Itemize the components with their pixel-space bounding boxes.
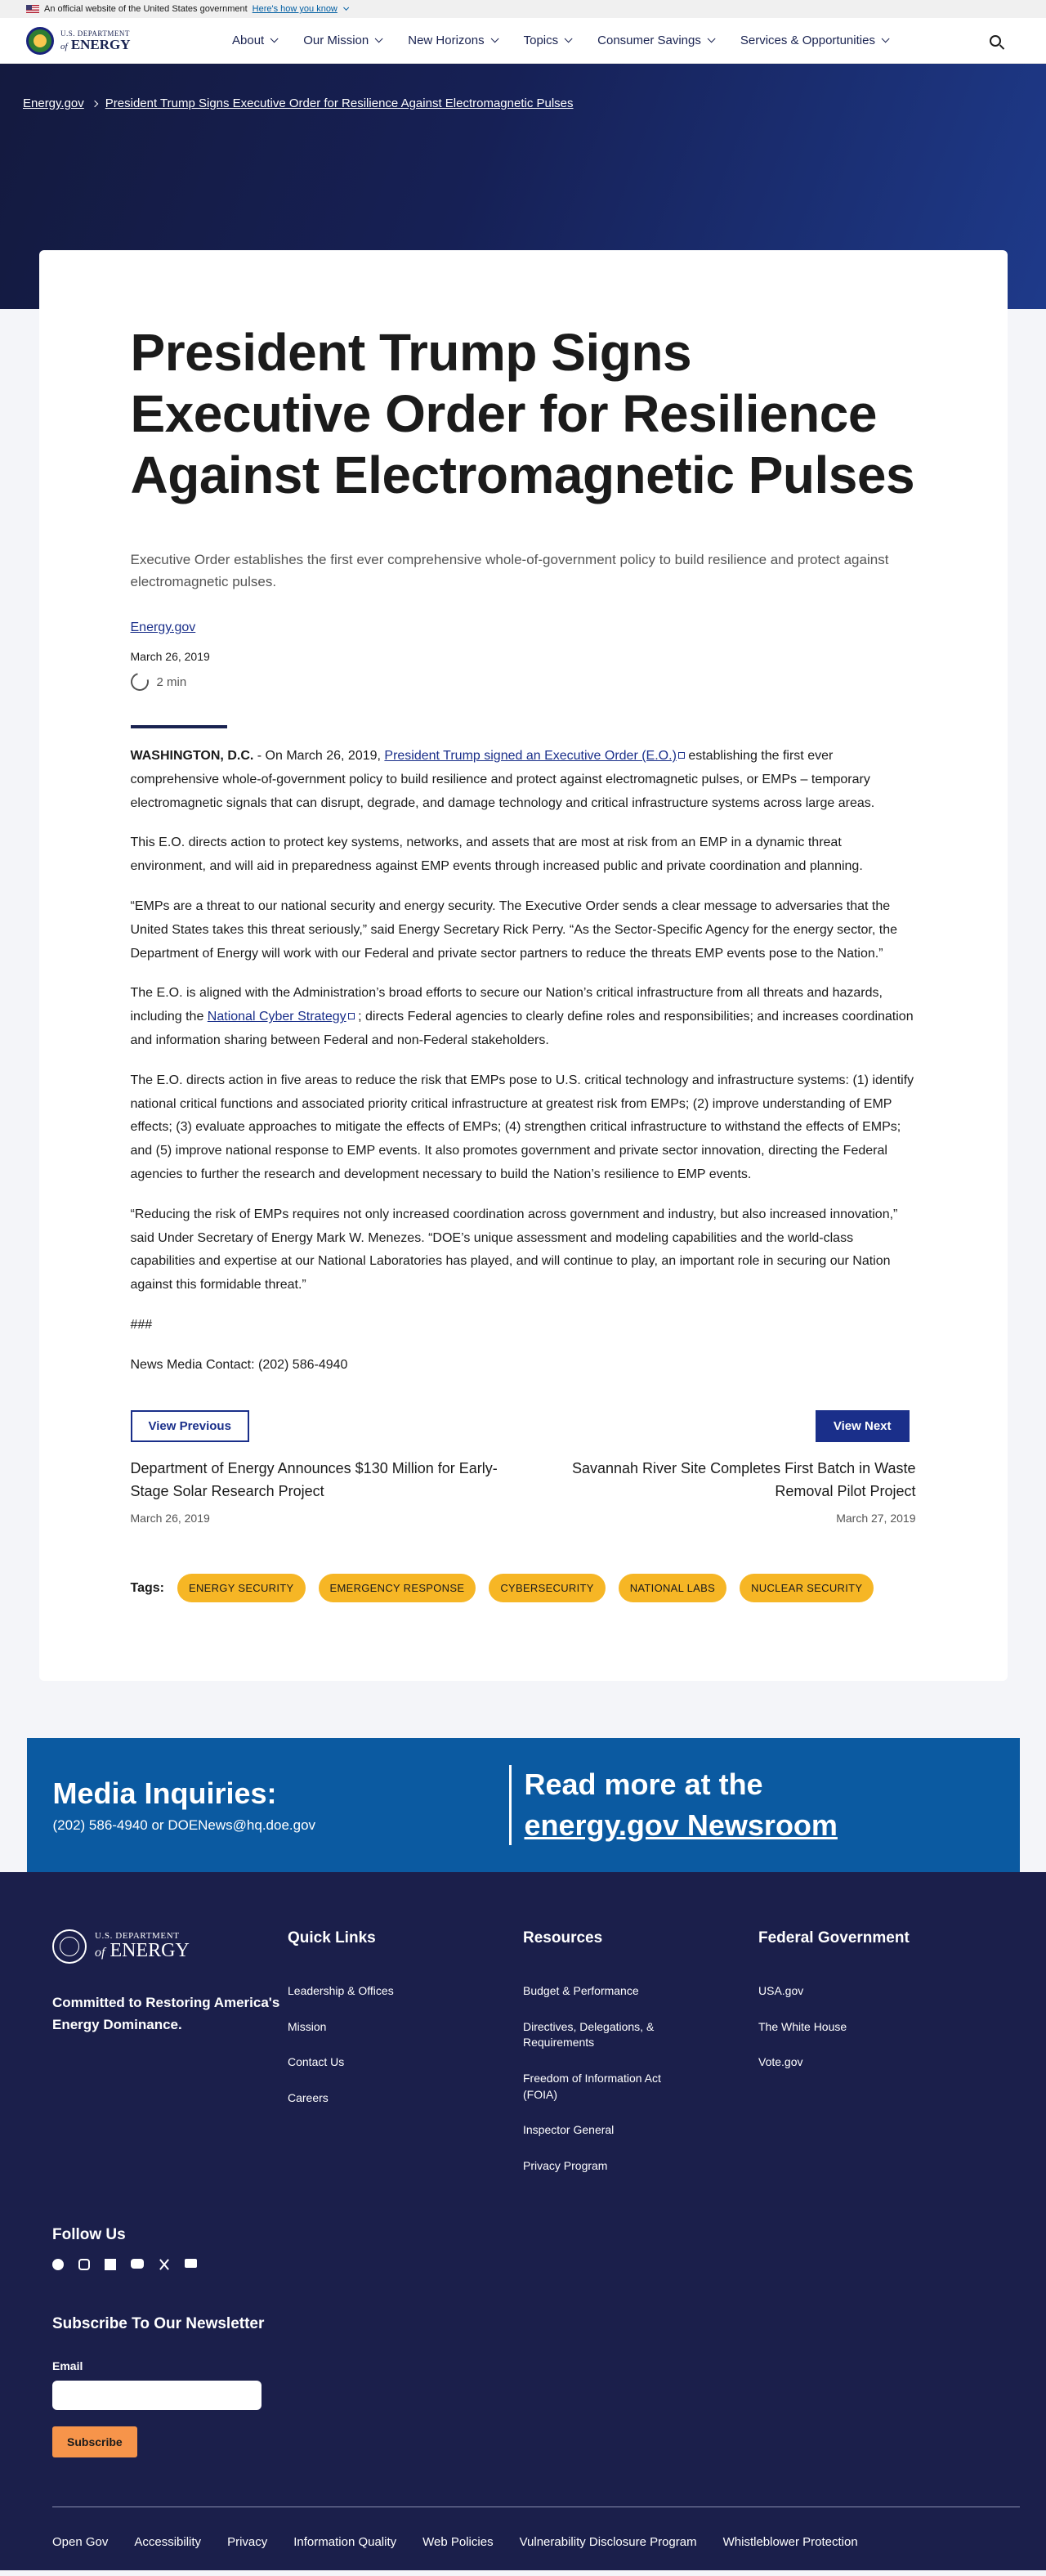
email-field[interactable] [52, 2381, 262, 2410]
nav-label: New Horizons [408, 34, 485, 47]
nav-consumer-savings[interactable] [597, 34, 713, 47]
footer-logo-dept: U.S. DEPARTMENT [95, 1930, 180, 1941]
breadcrumb-home[interactable]: Energy.gov [23, 96, 84, 110]
previous-article [131, 1410, 507, 1525]
read-time-text: 2 min [156, 674, 187, 689]
chevron-down-icon [490, 34, 498, 43]
footer-link-accessibility[interactable]: Accessibility [134, 2534, 202, 2549]
footer-link-inspector-general[interactable]: Inspector General [523, 2123, 615, 2137]
chevron-down-icon [270, 34, 279, 43]
footer-link-directives[interactable]: Directives, Delegations, & Requirements [523, 2019, 655, 2050]
gov-banner-text: An official website of the United States government [44, 4, 248, 14]
chevron-down-icon[interactable] [343, 4, 349, 10]
article-card [39, 250, 1008, 1681]
doe-seal-icon [26, 27, 54, 55]
footer-link-budget[interactable]: Budget & Performance [523, 1984, 639, 1998]
footer-link-usa-gov[interactable]: USA.gov [758, 1984, 804, 1998]
nav-label: Topics [523, 34, 559, 47]
footer-link-foia[interactable]: Freedom of Information Act (FOIA) [523, 2071, 661, 2101]
media-inquiries-band [27, 1738, 1020, 1872]
logo-of-text: of [60, 41, 68, 52]
gov-banner [0, 0, 1046, 18]
read-more-text: Read more at the [524, 1767, 763, 1801]
paragraph-5: The E.O. directs action in five areas to reduce the risk that EMPs pose to U.S. critical technology and infrastructure systems: (1) identify national critical functions and associated priority critical infrastructure at greatest risk from EMPs; (2) improve understanding of EMP effects; (3) evaluate approaches to mitigate the effects of EMPs; (4) strengthen critical infrastructure to withstand the effects of EMPs; and (5) improve national response to EMP events. It also promotes government and private sector innovation, directing the Federal agencies to further the research and development necessary to build the Nation’s resilience to EMP events. [130, 1073, 914, 1181]
federal-government-title: Federal Government [758, 1929, 910, 1947]
nav-label: About [232, 34, 265, 47]
text: - On March 26, 2019, [253, 749, 385, 763]
read-time [131, 673, 916, 691]
nav-label: Consumer Savings [597, 34, 701, 47]
media-contact: News Media Contact: (202) 586-4940 [130, 1357, 348, 1372]
youtube-icon[interactable] [131, 2259, 144, 2269]
breadcrumb-current[interactable]: President Trump Signs Executive Order for Resilience Against Electromagnetic Pulses [105, 96, 574, 110]
site-header [0, 18, 1046, 64]
paragraph-1 [131, 745, 915, 815]
facebook-icon[interactable] [52, 2259, 64, 2270]
newsroom-link[interactable]: energy.gov Newsroom [524, 1808, 838, 1843]
nav-our-mission[interactable] [303, 34, 380, 47]
divider [131, 725, 227, 728]
next-article-title[interactable]: Savannah River Site Completes First Batch in Waste Removal Pilot Project [571, 1459, 916, 1500]
quick-links-title: Quick Links [288, 1929, 376, 1947]
us-flag-icon [26, 5, 39, 13]
text: ; directs Federal agencies to clearly define roles and responsibilities; and increases coordination and information sharing between Federal and non-Federal stakeholders. [130, 1010, 914, 1047]
page-title: President Trump Signs Executive Order for Resilience Against Electromagnetic Pulses [130, 323, 915, 504]
logo-dept-text: U.S. DEPARTMENT [60, 29, 130, 38]
tag-cybersecurity[interactable]: CYBERSECURITY [489, 1574, 605, 1602]
dateline: WASHINGTON, D.C. [130, 749, 254, 763]
footer-logo[interactable] [52, 1929, 288, 1964]
chevron-right-icon [92, 100, 98, 106]
next-article [540, 1410, 916, 1525]
media-contact-info: (202) 586-4940 or DOENews@hq.doe.gov [52, 1817, 316, 1834]
chevron-down-icon [882, 34, 890, 43]
linkedin-icon[interactable] [105, 2259, 116, 2270]
heres-how-you-know-link[interactable]: Here's how you know [252, 4, 337, 14]
logo-energy-text: ENERGY [70, 36, 131, 52]
chevron-down-icon [375, 34, 383, 43]
site-footer [0, 1872, 1046, 2570]
footer-bottom-links [52, 2507, 1020, 2570]
link-text: National Cyber Strategy [207, 1010, 346, 1024]
footer-link-vote-gov[interactable]: Vote.gov [758, 2055, 803, 2069]
breadcrumb [23, 96, 1023, 110]
view-previous-button[interactable]: View Previous [131, 1410, 249, 1442]
footer-logo-of: of [95, 1946, 105, 1960]
nav-new-horizons[interactable] [408, 34, 495, 47]
paragraph-2: This E.O. directs action to protect key systems, networks, and assets that are most at risk from an EMP in a dynamic threat environment, and will aid in preparedness against EMP events through increased public and private coordination and planning. [130, 836, 863, 874]
article-date: March 26, 2019 [130, 650, 210, 663]
paragraph-6: “Reducing the risk of EMPs requires not only increased coordination across government and industry, but also increased innovation,” said Under Secretary of Energy Mark W. Menezes. “DOE’s unique assessment and modeling capabilities and the world-class capabilities and expertise at our National Laboratories has played, and will continue to play, an important role in securing our Nation against this formidable threat.” [130, 1207, 898, 1292]
footer-link-leadership[interactable]: Leadership & Offices [288, 1984, 394, 1998]
doe-logo[interactable] [26, 27, 173, 55]
footer-link-web-policies[interactable]: Web Policies [422, 2534, 494, 2549]
tag-emergency-response[interactable]: EMERGENCY RESPONSE [319, 1574, 476, 1602]
instagram-icon[interactable] [78, 2259, 90, 2270]
footer-link-privacy[interactable]: Privacy [227, 2534, 268, 2549]
footer-link-privacy-program[interactable]: Privacy Program [523, 2158, 608, 2172]
previous-article-date: March 26, 2019 [130, 1512, 210, 1525]
text: establishing the first ever comprehensive whole-of-government policy to build resilience and protect against electromagnetic pulses, or EMPs – temporary electromagnetic signals that can disrupt, degrade, and damage technology and critical infrastructure systems across large areas. [130, 749, 875, 810]
external-link-icon [678, 752, 685, 759]
footer-link-contact[interactable]: Contact Us [288, 2055, 345, 2069]
tag-energy-security[interactable]: ENERGY SECURITY [177, 1574, 306, 1602]
nav-topics[interactable] [524, 34, 570, 47]
nav-about[interactable] [232, 34, 275, 47]
footer-link-whistleblower[interactable]: Whistleblower Protection [722, 2534, 858, 2549]
nav-label: Our Mission [303, 34, 369, 47]
search-icon [990, 35, 1001, 47]
view-next-button[interactable]: View Next [816, 1410, 910, 1442]
follow-us-title: Follow Us [52, 2226, 126, 2244]
previous-article-title[interactable]: Department of Energy Announces $130 Million for Early-Stage Solar Research Project [130, 1459, 498, 1500]
resources [523, 1929, 758, 2193]
flickr-icon[interactable] [185, 2259, 197, 2268]
article-body [131, 745, 916, 1378]
paragraph-3: “EMPs are a threat to our national security and energy security. The Executive Order sends a clear message to adversaries that the United States takes this threat seriously,” said Energy Secretary Rick Perry. “As the Sector-Specific Agency for the energy sector, the Department of Energy will work with our Federal and private sector partners to reduce the threats EMP events pose to the Nation.” [130, 898, 897, 961]
national-cyber-strategy-link[interactable] [208, 1010, 355, 1024]
article-pager [131, 1410, 916, 1525]
next-article-date: March 27, 2019 [836, 1512, 916, 1525]
resources-title: Resources [523, 1929, 603, 1947]
footer-link-vulnerability-disclosure[interactable]: Vulnerability Disclosure Program [519, 2534, 697, 2549]
paragraph-7: ### [130, 1317, 153, 1332]
tag-national-labs[interactable]: NATIONAL LABS [619, 1574, 726, 1602]
media-inquiries-heading: Media Inquiries: [52, 1776, 277, 1811]
footer-tagline: Committed to Restoring America's Energy Dominance. [52, 1995, 280, 2033]
timer-icon [127, 670, 151, 694]
nav-label: Services & Opportunities [740, 34, 875, 47]
footer-link-white-house[interactable]: The White House [758, 2019, 847, 2033]
quick-links [288, 1929, 523, 2193]
footer-logo-energy: ENERGY [110, 1940, 190, 1962]
tag-nuclear-security[interactable]: NUCLEAR SECURITY [740, 1574, 874, 1602]
newsletter-subscribe [52, 2313, 297, 2457]
search-button[interactable] [981, 26, 1010, 56]
external-link-icon [348, 1013, 355, 1019]
chevron-down-icon [565, 34, 573, 43]
subscribe-button[interactable]: Subscribe [52, 2426, 137, 2457]
doe-seal-icon [52, 1929, 87, 1964]
footer-link-mission[interactable]: Mission [288, 2019, 327, 2033]
tags [131, 1574, 916, 1602]
email-label: Email [52, 2359, 83, 2372]
main-nav [232, 34, 981, 47]
nav-services-opportunities[interactable] [740, 34, 887, 47]
chevron-down-icon [708, 34, 716, 43]
footer-link-information-quality[interactable]: Information Quality [293, 2534, 397, 2549]
federal-government [758, 1929, 994, 2193]
subscribe-title: Subscribe To Our Newsletter [52, 2315, 265, 2333]
x-icon[interactable] [159, 2259, 170, 2270]
follow-us [52, 2226, 994, 2270]
paragraph-4 [131, 982, 915, 1052]
article-subtitle: Executive Order establishes the first ever comprehensive whole-of-government policy to build resilience and protect against electromagnetic pulses. [130, 551, 889, 589]
text: The E.O. is aligned with the Administration’s broad efforts to secure our Nation’s critical infrastructure from all threats and hazards, including the [130, 986, 883, 1024]
footer-link-careers[interactable]: Careers [288, 2090, 329, 2104]
source-link[interactable]: Energy.gov [130, 620, 196, 634]
footer-link-open-gov[interactable]: Open Gov [52, 2534, 109, 2549]
link-text: President Trump signed an Executive Order (E.O.) [384, 749, 677, 763]
executive-order-link[interactable] [384, 749, 684, 763]
tags-label: Tags: [130, 1580, 164, 1595]
